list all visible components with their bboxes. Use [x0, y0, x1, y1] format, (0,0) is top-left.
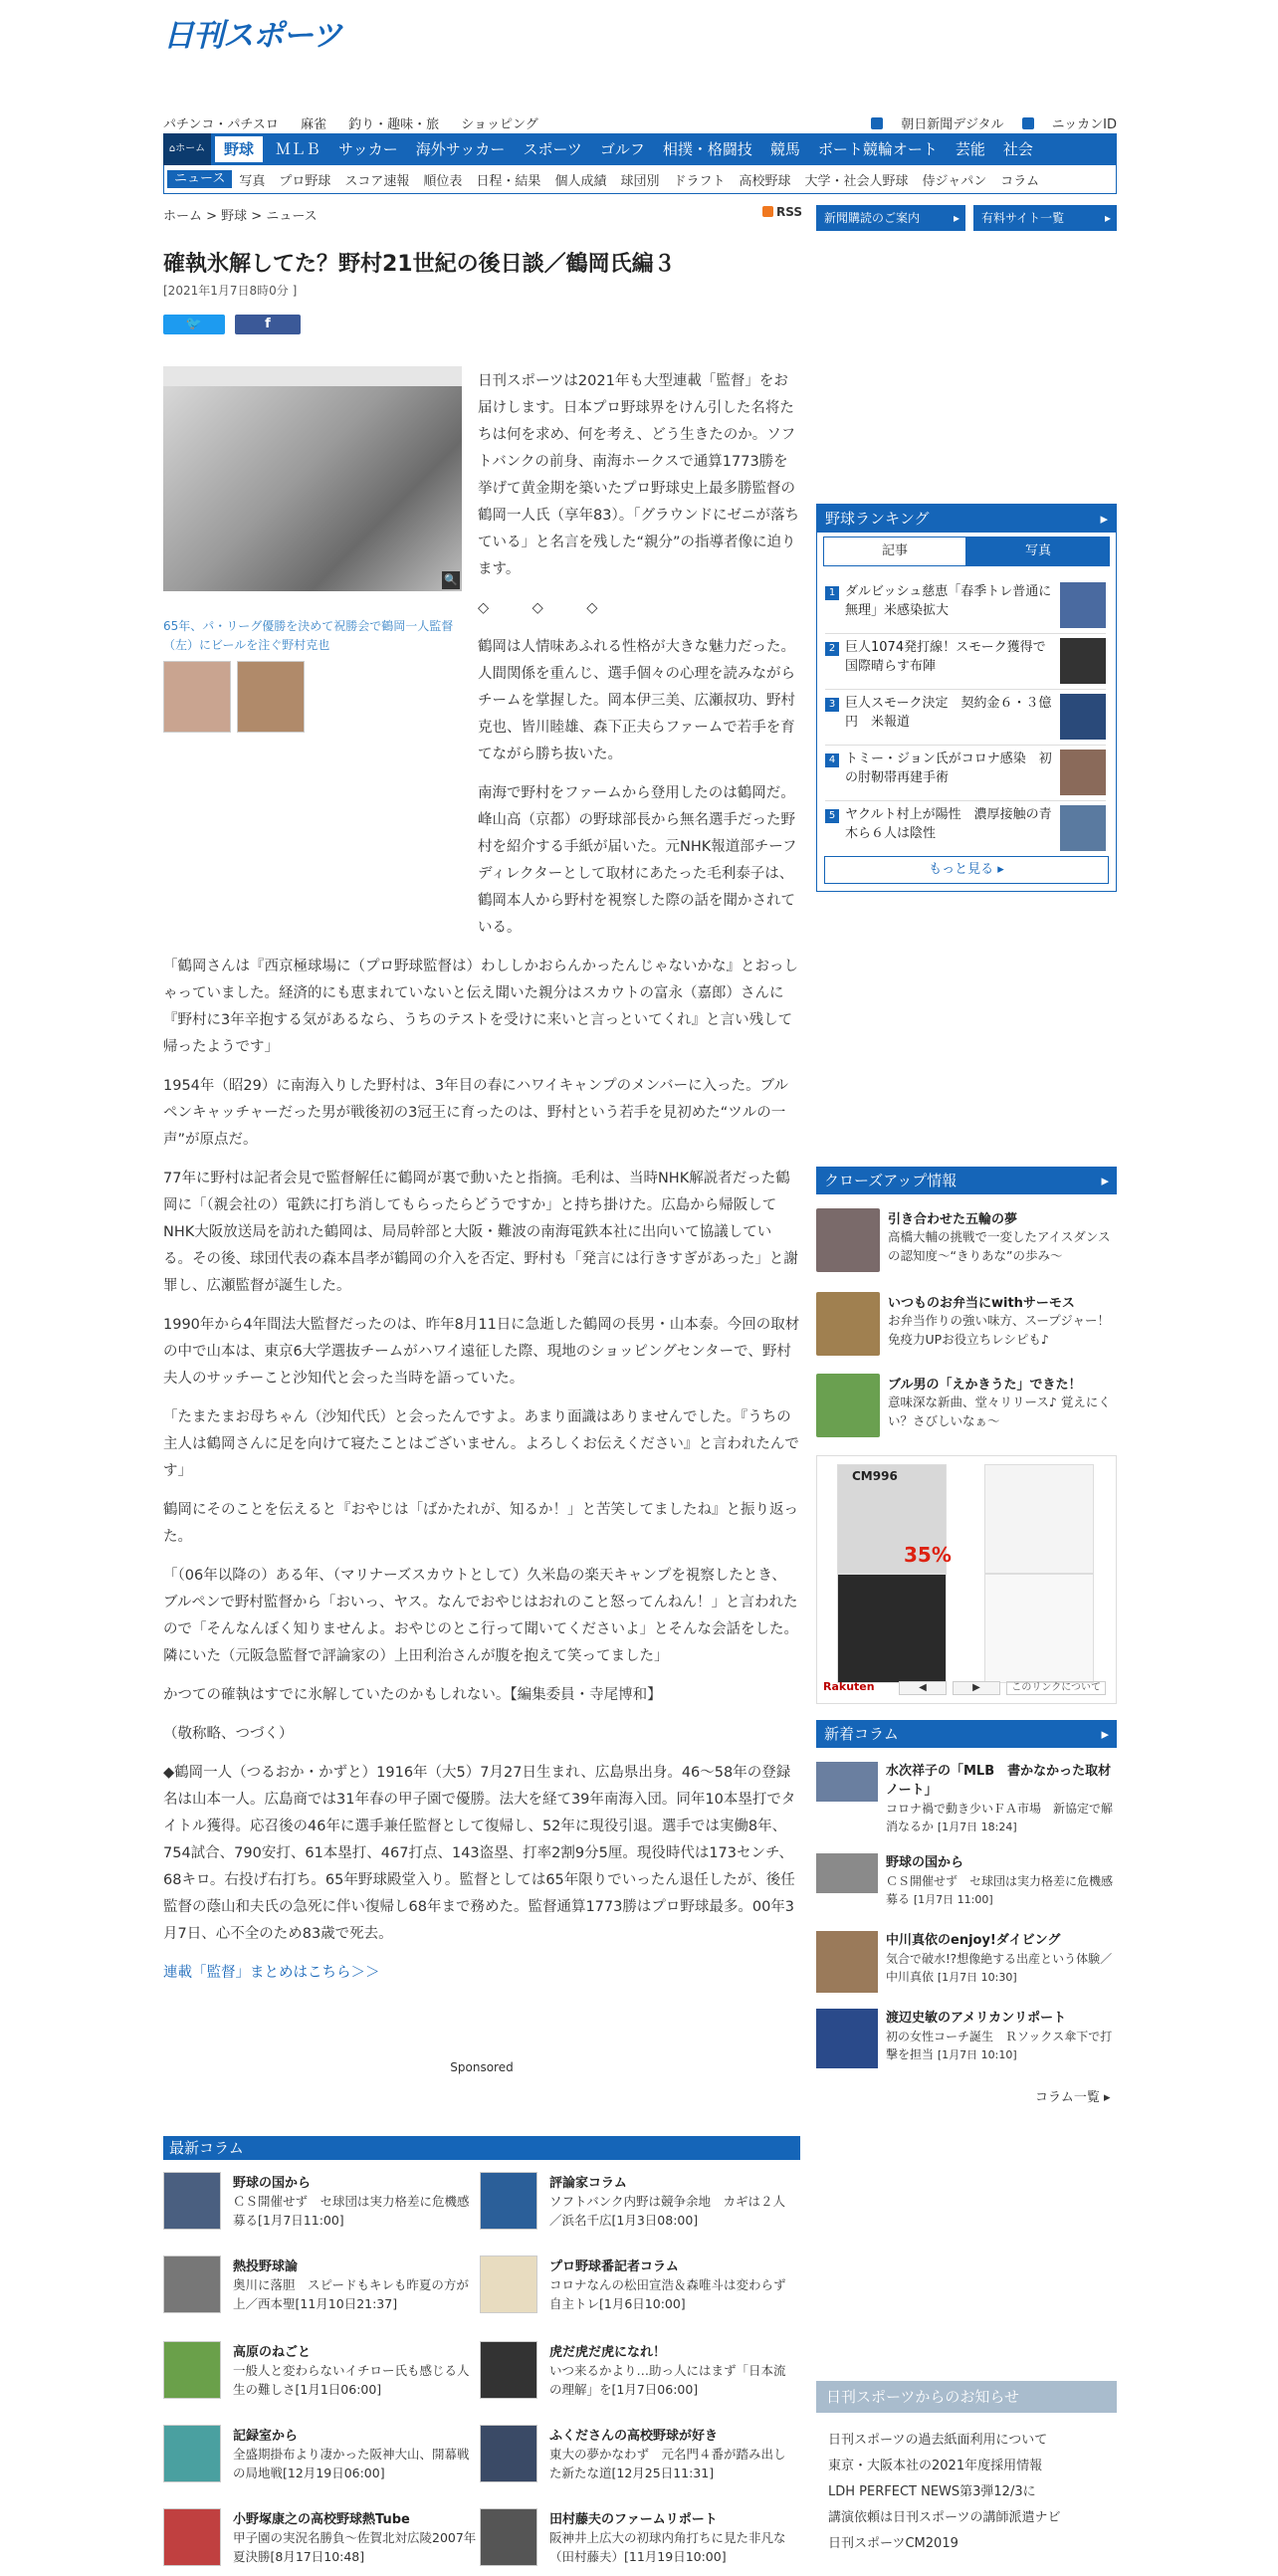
- notice-link[interactable]: 東京・大阪本社の2021年度採用情報: [828, 2459, 1043, 2473]
- ranking-item[interactable]: [825, 750, 1106, 801]
- util-link[interactable]: 釣り・趣味・旅: [348, 117, 440, 132]
- nav-home[interactable]: ⌂ホーム: [163, 133, 211, 165]
- rank-number: 4: [825, 753, 839, 767]
- zoom-icon[interactable]: 🔍: [442, 571, 460, 589]
- site-logo[interactable]: 日刊スポーツ: [163, 18, 341, 53]
- column-item[interactable]: [480, 2341, 790, 2409]
- baseball-ranking: [816, 504, 1117, 892]
- latest-columns-header: 最新コラム: [163, 2136, 800, 2160]
- subnav-amateur[interactable]: 大学・社会人野球: [804, 173, 909, 189]
- new-column-item[interactable]: [816, 1762, 1117, 1835]
- tab-articles[interactable]: 記事: [823, 537, 966, 566]
- nav-boat[interactable]: ボート競輪オート: [817, 140, 938, 158]
- rss-link[interactable]: [762, 205, 802, 219]
- new-column-item[interactable]: [816, 1931, 1117, 2005]
- new-column-thumb[interactable]: [816, 1762, 878, 1802]
- rank-text[interactable]: トミー・ジョン氏がコロナ感染 初の肘靭帯再建手術: [845, 751, 1052, 785]
- column-thumb: [480, 2341, 537, 2399]
- subnav-stats[interactable]: 個人成績: [554, 173, 607, 189]
- rank-thumb[interactable]: [1060, 582, 1106, 628]
- column-list-label: コラム一覧: [1035, 2090, 1100, 2105]
- rss-label: RSS: [776, 205, 802, 219]
- article-paragraph: 鶴岡は人情味あふれる性格が大きな魅力だった。人間関係を重んじ、選手個々の心理を読みながらチームを掌握した。岡本伊三美、広瀬叔功、野村克也、皆川睦雄、森下正夫らファームで若手を育てながら勝ち抜いた。: [478, 639, 795, 762]
- new-column-desc-text: コロナ禍で動き少いＦＡ市場 新協定で解消なるか: [886, 1802, 1114, 1833]
- column-thumb: [163, 2425, 221, 2482]
- closeup-header[interactable]: クローズアップ情報 ▸: [816, 1167, 1117, 1194]
- notice-link[interactable]: 講演依頼は日刊スポーツの講師派遣ナビ: [828, 2510, 1061, 2525]
- subscribe-button[interactable]: 新聞購読のご案内 ▸: [816, 205, 965, 231]
- new-column-date: [1月7日 11:00]: [913, 1893, 993, 1906]
- new-column-date: [1月7日 18:24]: [937, 1821, 1017, 1833]
- column-title[interactable]: 熱投野球論: [233, 2259, 299, 2274]
- column-title[interactable]: 虎だ虎だ虎になれ！: [549, 2345, 667, 2360]
- subnav-highschool[interactable]: 高校野球: [739, 173, 791, 189]
- closeup-title[interactable]: 引き合わせた五輪の夢: [888, 1212, 1018, 1227]
- ranking-header[interactable]: 野球ランキング ▸: [817, 505, 1116, 533]
- subnav-schedule[interactable]: 日程・結果: [476, 173, 541, 189]
- new-column-desc-text: 初の女性コーチ誕生 Ｒソックス傘下で打撃を担当: [886, 2030, 1113, 2061]
- new-column-item[interactable]: [816, 2009, 1117, 2082]
- nav-soccer[interactable]: サッカー: [338, 140, 398, 158]
- column-title[interactable]: プロ野球番記者コラム: [549, 2259, 679, 2274]
- nikkan-id-label: ニッカンID: [1051, 117, 1117, 132]
- column-desc: いつ来るかより…助っ人にはまず「日本流の理解」を[1月7日06:00]: [549, 2363, 786, 2397]
- column-desc: 奥川に落胆 スピードもキレも昨夏の方が上／西本聖[11月10日21:37]: [233, 2277, 469, 2311]
- rank-text[interactable]: 巨人スモーク決定 契約金６・３億円 米報道: [845, 696, 1052, 730]
- ad-product[interactable]: [984, 1574, 1094, 1683]
- column-thumb: [163, 2341, 221, 2399]
- column-item[interactable]: [163, 2425, 474, 2492]
- asahi-label: 朝日新聞デジタル: [901, 117, 1004, 132]
- rank-thumb[interactable]: [1060, 750, 1106, 795]
- rank-number: 5: [825, 809, 839, 823]
- new-column-date: [1月7日 10:10]: [937, 2048, 1017, 2061]
- article-paragraph: （敬称略、つづく）: [163, 1726, 294, 1742]
- ad-next-button[interactable]: ▶: [953, 1681, 1000, 1695]
- sponsored-label: Sponsored: [450, 2060, 514, 2074]
- ranking-tabs: [823, 537, 1110, 566]
- facebook-share-button[interactable]: [235, 315, 301, 334]
- paid-sites-button[interactable]: 有料サイト一覧 ▸: [973, 205, 1117, 231]
- rank-number: 3: [825, 698, 839, 712]
- rank-text[interactable]: ダルビッシュ慈恵「春季トレ普通に無理」米感染拡大: [845, 584, 1052, 618]
- nav-keiba[interactable]: 競馬: [769, 140, 800, 158]
- column-desc: コロナなんの松田宣浩＆森唯斗は変わらず自主トレ[1月6日10:00]: [549, 2277, 786, 2311]
- column-desc: ソフトバンク内野は競争余地 カギは２人／浜名千広[1月3日08:00]: [549, 2194, 786, 2228]
- nav-baseball[interactable]: 野球: [215, 136, 263, 162]
- new-column-thumb[interactable]: [816, 1931, 878, 1993]
- notice-link[interactable]: 日刊スポーツの過去紙面利用について: [828, 2433, 1048, 2448]
- article-paragraph: 日刊スポーツは2021年も大型連載「監督」をお届けします。日本プロ野球界をけん引した名将たちは何を求め、何を考え、どう生きたのか。ソフトバンクの前身、南海ホークスで通算1773勝を挙げて黄金期を築いたプロ野球史上最多勝監督の鶴岡一人氏（享年83）。「グラウンドにゼニが落ちている」と名言を残した“親分”の指導者像に迫ります。: [478, 373, 799, 577]
- rank-text[interactable]: 巨人1074発打線！スモーク獲得で国際晴らす布陣: [845, 640, 1046, 674]
- ad-info-link[interactable]: このリンクについて: [1006, 1681, 1106, 1695]
- ad-prev-button[interactable]: ◀: [899, 1681, 947, 1695]
- new-column-thumb[interactable]: [816, 2009, 878, 2068]
- nav-mlb[interactable]: ＭＬＢ: [276, 140, 321, 158]
- new-column-thumb[interactable]: [816, 1853, 878, 1893]
- nav-entertainment[interactable]: 芸能: [955, 140, 985, 158]
- column-title[interactable]: 高原のねごと: [233, 2345, 312, 2360]
- sub-nav: [163, 165, 1117, 194]
- rank-thumb[interactable]: [1060, 638, 1106, 684]
- nav-society[interactable]: 社会: [1002, 140, 1033, 158]
- column-thumb: [480, 2172, 537, 2230]
- article-paragraph: かつての確執はすでに氷解していたのかもしれない。【編集委員・寺尾博和】: [163, 1687, 662, 1703]
- asahi-link[interactable]: [871, 117, 1003, 132]
- column-title[interactable]: 小野塚康之の高校野球熱Tube: [233, 2512, 410, 2527]
- closeup-thumb[interactable]: [816, 1292, 880, 1356]
- rank-thumb[interactable]: [1060, 805, 1106, 851]
- notices-header: 日刊スポーツからのお知らせ: [816, 2381, 1117, 2413]
- breadcrumb[interactable]: ホーム > 野球 > ニュース: [163, 209, 318, 224]
- closeup-desc: 意味深な新曲、堂々リリース♪ 覚えにくい？さびしいなぁ～: [888, 1395, 1111, 1428]
- ad-discount: 35%: [904, 1543, 952, 1567]
- subnav-pro[interactable]: プロ野球: [279, 173, 331, 189]
- article-paragraph: 77年に野村は記者会見で監督解任に鶴岡が裏で動いたと指摘。毛利は、当時NHK解説者だった鶴岡に「（親会社の）電鉄に打ち消してもらったらどうですか」と持ち掛けた。広島から帰阪してNHK大阪放送局を訪れた鶴岡は、局局幹部と大阪・難波の南海電鉄本社に出向いて協議している。その後、球団代表の森本昌孝が鶴岡の介入を否定、野村も「発言には行きすぎがあった」と謝罪し、広瀬監督が誕生した。: [163, 1171, 798, 1294]
- utility-nav: [163, 113, 1117, 131]
- nav-golf[interactable]: ゴルフ: [599, 140, 645, 158]
- subnav-photo[interactable]: 写真: [239, 173, 266, 189]
- ranking-item[interactable]: [825, 694, 1106, 746]
- nav-world-soccer[interactable]: 海外サッカー: [415, 140, 506, 158]
- column-item[interactable]: [480, 2508, 790, 2576]
- more-button[interactable]: もっと見る ▸: [824, 856, 1109, 884]
- ranking-item[interactable]: [825, 805, 1106, 857]
- column-item[interactable]: [163, 2255, 474, 2323]
- ad-product[interactable]: [837, 1574, 947, 1683]
- column-item[interactable]: [163, 2341, 474, 2409]
- new-column-title[interactable]: 野球の国から: [886, 1855, 964, 1870]
- tab-photos[interactable]: 写真: [966, 537, 1110, 566]
- article-paragraph: ◇ ◇ ◇: [478, 600, 598, 616]
- rss-icon: [762, 206, 773, 217]
- closeup-item[interactable]: [816, 1292, 1117, 1358]
- column-title[interactable]: ふくださんの高校野球が好き: [549, 2429, 719, 2444]
- column-item[interactable]: [480, 2425, 790, 2492]
- closeup-thumb[interactable]: [816, 1374, 880, 1437]
- ranking-item[interactable]: [825, 638, 1106, 690]
- column-thumb: [480, 2508, 537, 2566]
- id-icon: [1022, 117, 1034, 129]
- shoe-ad[interactable]: [816, 1455, 1117, 1704]
- notice-link[interactable]: 日刊スポーツCM2019: [828, 2536, 958, 2551]
- article-paragraph: 鶴岡にそのことを伝えると『おやじは「ばかたれが、知るか！」と苦笑してましたね』と振り返った。: [163, 1502, 798, 1545]
- column-desc: 全盛期掛布より凄かった阪神大山、開幕戦の局地戦[12月19日06:00]: [233, 2447, 470, 2480]
- notice-link[interactable]: LDH PERFECT NEWS第3弾12/3に: [828, 2484, 1036, 2499]
- column-thumb: [480, 2255, 537, 2313]
- column-thumb: [480, 2425, 537, 2482]
- closeup-title[interactable]: ブル男の「えかきうた」できた！: [888, 1378, 1082, 1393]
- article-title: 確執氷解してた？野村21世紀の後日談／鶴岡氏編３: [163, 252, 676, 277]
- column-desc: 甲子園の実況名勝負～佐賀北対広陵2007年夏決勝[8月17日10:48]: [233, 2530, 477, 2564]
- photo-spacer: [163, 368, 478, 944]
- column-desc: 一般人と変わらないイチロー氏も感じる人生の難しさ[1月1日06:00]: [233, 2363, 470, 2397]
- article-body: [163, 368, 800, 1999]
- facebook-icon: f: [265, 317, 271, 331]
- article-paragraph: 1990年から4年間法大監督だったのは、昨年8月11日に急逝した鶴岡の長男・山本泰。今回の取材の中で山本は、東京6大学選抜チームがハワイ遠征した際、現地のショッピングセンターで、野村夫人のサッチーこと沙知代と会った当時を語っていた。: [163, 1317, 800, 1387]
- subnav-draft[interactable]: ドラフト: [673, 173, 726, 189]
- article-paragraph: ◆鶴岡一人（つるおか・かずと）1916年（大5）7月27日生まれ、広島県出身。46～58年の登録名は山本一人。広島商では31年春の甲子園で優勝。法大を経て39年南海入団。同年10本塁打でタイトル獲得。応召後の46年に選手兼任監督として復帰し、52年に現役引退。選手では実働8年、754試合、790安打、61本塁打、467打点、143盗塁、打率2割9分5厘。現役時代は173センチ、68キロ。右投げ右打ち。65年野球殿堂入り。監督としては65年限りでいったん退任したが、後任監督の蔭山和夫氏の急死に伴い復帰し68年まで務めた。監督通算1773勝はプロ野球最多。00年3月7日、心不全のため83歳で死去。: [163, 1765, 796, 1942]
- new-column-item[interactable]: [816, 1853, 1117, 1927]
- nikkan-id-link[interactable]: [1022, 117, 1117, 132]
- new-column-desc: [886, 1872, 1117, 1909]
- ad-product[interactable]: [837, 1464, 952, 1574]
- new-column-desc: [886, 1800, 1117, 1836]
- global-nav: [163, 133, 1117, 165]
- new-column-title[interactable]: 渡辺史敏のアメリカンリポート: [886, 2011, 1067, 2026]
- article-paragraph: 「たまたまお母ちゃん（沙知代氏）と会ったんですよ。あまり面識はありませんでした。『うちの主人は鶴岡さんに足を向けて寝たことはございません。よろしくお伝えください』と言われたんです」: [163, 1409, 799, 1479]
- column-desc: 阪神井上広大の初球内角打ちに見た非凡な（田村藤夫）[11月19日10:00]: [549, 2530, 786, 2564]
- column-thumb: [163, 2255, 221, 2313]
- series-link[interactable]: 連載「監督」まとめはこちら＞＞: [163, 1965, 380, 1981]
- ad-badge: CM996: [852, 1469, 898, 1483]
- new-column-title[interactable]: 中川真依のenjoy!ダイビング: [886, 1933, 1061, 1948]
- new-column-title[interactable]: 水次祥子の「MLB 書かなかった取材ノート」: [886, 1764, 1112, 1798]
- twitter-bird-icon: 🐦: [185, 317, 203, 331]
- closeup-item[interactable]: [816, 1208, 1117, 1274]
- more-label: もっと見る: [929, 862, 994, 877]
- rank-thumb[interactable]: [1060, 694, 1106, 740]
- twitter-share-button[interactable]: [163, 315, 225, 334]
- rank-number: 1: [825, 586, 839, 600]
- column-list-link[interactable]: コラム一覧 ▸: [1035, 2090, 1111, 2105]
- subnav-score[interactable]: スコア速報: [344, 173, 410, 189]
- column-item[interactable]: [480, 2255, 790, 2323]
- rank-number: 2: [825, 642, 839, 656]
- article-date: [2021年1月7日8時0分 ]: [163, 284, 298, 298]
- subnav-standings[interactable]: 順位表: [423, 173, 463, 189]
- column-thumb: [163, 2172, 221, 2230]
- new-columns-header[interactable]: 新着コラム ▸: [816, 1720, 1117, 1748]
- column-thumb: [163, 2508, 221, 2566]
- column-title[interactable]: 野球の国から: [233, 2176, 312, 2191]
- new-column-desc-text: 気合で破水!?想像絶する出産という体験／中川真依: [886, 1952, 1113, 1984]
- ad-product[interactable]: [984, 1464, 1094, 1574]
- subnav-samurai[interactable]: 侍ジャパン: [922, 173, 987, 189]
- rank-text[interactable]: ヤクルト村上が陽性 濃厚接触の青木ら６人は陰性: [845, 807, 1052, 841]
- column-desc: ＣＳ開催せず セ球団は実力格差に危機感募る[1月7日11:00]: [233, 2194, 470, 2228]
- new-column-desc-text: ＣＳ開催せず セ球団は実力格差に危機感募る: [886, 1874, 1114, 1906]
- nav-sumo[interactable]: 相撲・格闘技: [662, 140, 752, 158]
- column-item[interactable]: [163, 2172, 474, 2240]
- column-title[interactable]: 田村藤夫のファームリポート: [549, 2512, 718, 2527]
- column-title[interactable]: 評論家コラム: [549, 2176, 627, 2191]
- subnav-teams[interactable]: 球団別: [620, 173, 660, 189]
- util-link[interactable]: ショッピング: [461, 117, 538, 132]
- new-column-desc: [886, 1950, 1117, 1987]
- nav-home-label: ホーム: [175, 143, 206, 154]
- new-column-date: [1月7日 10:30]: [937, 1971, 1017, 1984]
- util-link[interactable]: 麻雀: [300, 117, 326, 132]
- new-column-desc: [886, 2028, 1117, 2064]
- article-paragraph: 1954年（昭29）に南海入りした野村は、3年目の春にハワイキャンプのメンバーに入った。ブルペンキャッチャーだった男が戦後初の3冠王に育ったのは、野村という若手を見初めた“ツルの一声”が原点だ。: [163, 1078, 789, 1148]
- column-item[interactable]: [163, 2508, 477, 2576]
- rakuten-logo: Rakuten: [823, 1680, 875, 1693]
- subnav-column[interactable]: コラム: [1000, 173, 1040, 189]
- closeup-item[interactable]: [816, 1374, 1117, 1439]
- article-paragraph: 「（06年以降の）ある年、（マリナーズスカウトとして）久米島の楽天キャンプを視察したとき、ブルペンで野村監督から「おいっ、ヤス。なんでおやじはおれのこと怒ってんねん！」と言われたので「そんなんぼく知りませんよ。おやじのとこ行って聞いてくださいよ」とそんな会話をした。隣にいた（元阪急監督で評論家の）上田利治さんが腹を抱えて笑ってました」: [163, 1568, 798, 1664]
- subnav-news[interactable]: ニュース: [167, 170, 232, 188]
- closeup-thumb[interactable]: [816, 1208, 880, 1272]
- closeup-desc: お弁当作りの強い味方、スープジャー！免疫力UPお役立ちレシピも♪: [888, 1313, 1111, 1347]
- article-paragraph: 南海で野村をファームから登用したのは鶴岡だ。峰山高（京都）の野球部長から無名選手だった野村を紹介する手紙が届いた。元NHK報道部チーフディレクターとして取材にあたった毛利泰子は、鶴岡本人から野村を視察した際の話を聞かされている。: [478, 785, 797, 936]
- photo-caption: 65年、パ・リーグ優勝を決めて祝勝会で鶴岡一人監督（左）にビールを注ぐ野村克也: [163, 619, 454, 652]
- closeup-title[interactable]: いつものお弁当にwithサーモス: [888, 1296, 1075, 1311]
- closeup-desc: 高橋大輔の挑戦で一変したアイスダンスの認知度～“きりあな”の歩み～: [888, 1229, 1111, 1263]
- column-item[interactable]: [480, 2172, 790, 2240]
- column-title[interactable]: 記録室から: [233, 2429, 299, 2444]
- util-link[interactable]: パチンコ・パチスロ: [163, 117, 279, 132]
- nav-sports[interactable]: スポーツ: [523, 140, 582, 158]
- column-desc: 東大の夢かなわず 元名門４番が踏み出した新たな道[12月25日11:31]: [549, 2447, 786, 2480]
- ranking-item[interactable]: [825, 582, 1106, 634]
- asahi-icon: [871, 117, 883, 129]
- article-paragraph: 「鶴岡さんは『西京極球場に（プロ野球監督は）わししかおらんかったんじゃないかな』とおっしゃっていました。経済的にも恵まれていないと伝え聞いた親分はスカウトの富永（嘉郎）さんに『野村に3年辛抱する気があるなら、うちのテストを受けに来いと言っといてくれ』と言い残して帰ったようです」: [163, 959, 798, 1055]
